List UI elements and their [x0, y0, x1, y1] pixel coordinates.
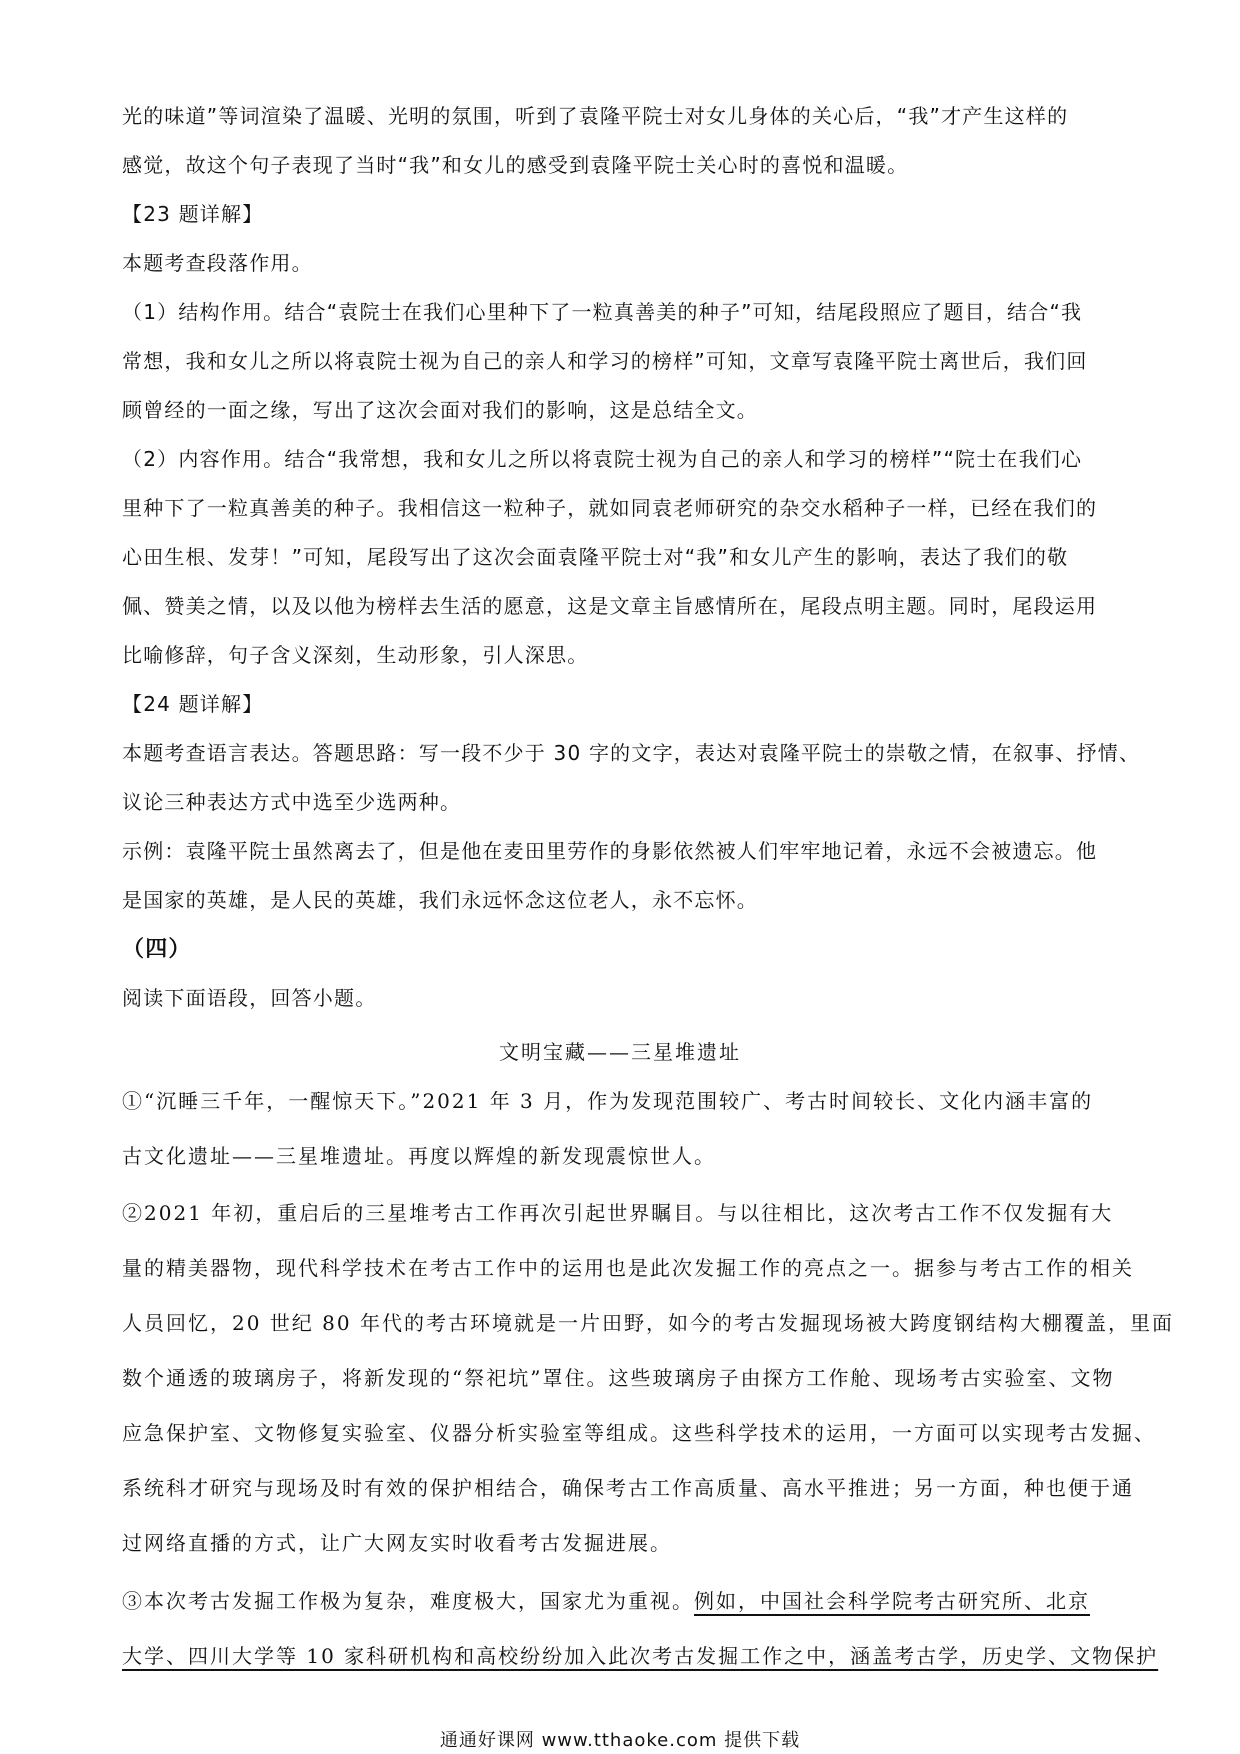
text-line: 议论三种表达方式中选至少选两种。 [122, 790, 462, 814]
paragraph-24 [122, 729, 1141, 925]
paragraph-answer-22-end [122, 92, 1132, 190]
underlined-text: 大学、四川大学等 10 家科研机构和高校纷纷加入此次考古发掘工作之中，涵盖考古学，历史学、文物保护 [122, 1644, 1159, 1668]
text-line: 光的味道”等词渲染了温暖、光明的氛围，听到了袁隆平院士对女儿身体的关心后，“我”才产生这样的 [122, 104, 1069, 128]
plain-text: ③本次考古发掘工作极为复杂，难度极大，国家尤为重视。 [122, 1589, 694, 1613]
footer-source: 通通好课网 www.tthaoke.com 提供下载 [439, 1730, 801, 1751]
text-line: 比喻修辞，句子含义深刻，生动形象，引人深思。 [122, 643, 589, 667]
text-line: （2）内容作用。结合“我常想，我和女儿之所以将袁院士视为自己的亲人和学习的榜样”“院士在我们心 [122, 447, 1083, 471]
section-heading-four: （四） [122, 937, 192, 962]
text-line: ②2021 年初，重启后的三星堆考古工作再次引起世界瞩目。与以往相比，这次考古工作不仅发掘有大 [122, 1201, 1114, 1225]
article-paragraph-2 [122, 1186, 1174, 1571]
text-line: 感觉，故这个句子表现了当时“我”和女儿的感受到袁隆平院士关心时的喜悦和温暖。 [122, 153, 909, 177]
text-line: 古文化遗址——三星堆遗址。再度以辉煌的新发现震惊世人。 [122, 1144, 716, 1168]
article-title: 文明宝藏——三星堆遗址 [499, 1040, 741, 1064]
paragraph-23-intro: 本题考查段落作用。 [122, 251, 313, 275]
text-line: 顾曾经的一面之缘，写出了这次会面对我们的影响，这是总结全文。 [122, 398, 758, 422]
text-line: 示例：袁隆平院士虽然离去了，但是他在麦田里劳作的身影依然被人们牢牢地记着，永远不会被遗忘。他 [122, 839, 1098, 863]
text-line: 应急保护室、文物修复实验室、仪器分析实验室等组成。这些科学技术的运用，一方面可以实现考古发掘、 [122, 1421, 1156, 1445]
text-line: 是国家的英雄，是人民的英雄，我们永远怀念这位老人，永不忘怀。 [122, 888, 758, 912]
text-line: 本题考查语言表达。答题思路：写一段不少于 30 字的文字，表达对袁隆平院士的崇敬之情，在叙事、抒情、 [122, 741, 1141, 765]
text-line: 过网络直播的方式，让广大网友实时收看考古发掘进展。 [122, 1531, 672, 1555]
text-line [122, 1574, 1132, 1629]
text-line: 心田生根、发芽！”可知，尾段写出了这次会面袁隆平院士对“我”和女儿产生的影响，表达了我们的敬 [122, 545, 1069, 569]
article-paragraph-1 [122, 1074, 1132, 1184]
text-line: ①“沉睡三千年，一醒惊天下。”2021 年 3 月，作为发现范围较广、考古时间较长、文化内涵丰富的 [122, 1089, 1094, 1113]
text-line: 系统科才研究与现场及时有效的保护相结合，确保考古工作高质量、高水平推进；另一方面，种也便于通 [122, 1476, 1134, 1500]
text-line: 量的精美器物，现代科学技术在考古工作中的运用也是此次发掘工作的亮点之一。据参与考古工作的相关 [122, 1256, 1134, 1280]
heading-question-23: 【23 题详解】 [122, 202, 264, 226]
text-line: 里种下了一粒真善美的种子。我相信这一粒种子，就如同袁老师研究的杂交水稻种子一样，已经在我们的 [122, 496, 1098, 520]
text-line [122, 1629, 1159, 1684]
paragraph-23-structure [122, 288, 1132, 435]
text-line: 数个通透的玻璃房子，将新发现的“祭祀坑”罩住。这些玻璃房子由探方工作舱、现场考古实验室、文物 [122, 1366, 1115, 1390]
heading-question-24: 【24 题详解】 [122, 692, 264, 716]
text-line: 佩、赞美之情，以及以他为榜样去生活的愿意，这是文章主旨感情所在，尾段点明主题。同时，尾段运用 [122, 594, 1098, 618]
article-paragraph-3 [122, 1574, 1159, 1684]
text-line: （1）结构作用。结合“袁院士在我们心里种下了一粒真善美的种子”可知，结尾段照应了题目，结合“我 [122, 300, 1083, 324]
text-line: 人员回忆，20 世纪 80 年代的考古环境就是一片田野，如今的考古发掘现场被大跨度钢结构大棚覆盖，里面 [122, 1311, 1174, 1335]
reading-instruction: 阅读下面语段，回答小题。 [122, 986, 377, 1010]
underlined-text: 例如，中国社会科学院考古研究所、北京 [694, 1589, 1090, 1613]
paragraph-23-content [122, 435, 1132, 680]
text-line: 常想，我和女儿之所以将袁院士视为自己的亲人和学习的榜样”可知，文章写袁隆平院士离世后，我们回 [122, 349, 1088, 373]
